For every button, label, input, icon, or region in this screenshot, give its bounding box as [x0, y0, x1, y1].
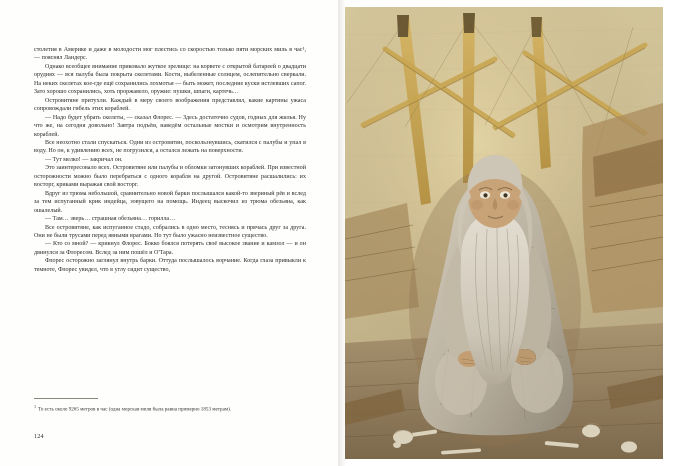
footnote-divider: [34, 398, 98, 399]
paragraph: [34, 164, 306, 189]
paragraph-text: Однако всеобщее внимание приковало жуткое зрелище: на корвете с открытой батареей о двадцати орудиях — вся палуба была покрыта скелетами. Кости, выбеленные солнцем, ослепительно сверкали. На неких скелетах кое-где ещё сохранились лохмотья — быть может, последние куски истлевших сапог. Зато хорошо сохранились, хоть проржавело, оружие: пушки, шпаги, картечь…: [34, 63, 307, 96]
footnote-block: [34, 398, 306, 414]
paragraph: [34, 257, 306, 274]
paragraph: [34, 240, 306, 257]
paragraph-text: Это заинтересовало всех. Островитяне или палубы и обломки затонувших кораблей. При известной осторожности можно было перебраться с одного корабля на другой. Островитяне расшалились: их восторг, криками выражая свой восторг.: [34, 165, 306, 189]
body-text: [34, 46, 306, 274]
paragraph-text: Островитяне притухли. Каждый в меру своего воображения представлял, какие картины ужаса сопровождали гибель этих кораблей.: [34, 97, 306, 113]
paragraph-text: — Там… зверь… страшная обезьяна… горилла…: [45, 216, 176, 223]
illustration-old-man-and-ships: [345, 7, 663, 459]
paragraph-text: — Тут мелко! — закричал он.: [45, 156, 123, 163]
paragraph-text: столетия в Америке и даже в молодости мог плестись со скоростью только пяти морских миль в час¹, — пояснял Ландерс.: [34, 47, 306, 62]
paragraph: [34, 190, 306, 215]
right-illustration-page: [340, 0, 680, 466]
paragraph-text: — Надо будет убрать скелеты, — сказал Флорес. — Здесь достаточно судов, годных для жилья. Ну что же, на сегодня довольно! Завтра подъём, наведём остальные мостки и осмотрим внутренность кораблей.: [34, 114, 306, 138]
footnote-marker: 1: [34, 404, 37, 410]
paragraph-text: Вдруг из трюма небольшой, сравнительно новой барки послышался какой-то звериный рёв и вслед за тем испуганный крик индейца, зовущего на помощь. Индеец выскочил из трюма обезьяна, как ошалелый.: [34, 190, 306, 214]
paragraph: [34, 156, 306, 164]
footnote-text: То есть около 9265 метров в час (одна морская миля была равна примерно 1853 метрам).: [38, 406, 232, 413]
page-number: 124: [34, 433, 44, 440]
paragraph-text: Все неохотно стали спускаться. Одни из островитян, поскользнувшись, скатился с палубы и упал в воду. Но он, к удивлению всех, не погрузился, а остался лежать на поверхности.: [34, 139, 306, 155]
paragraph: [34, 63, 306, 97]
paragraph: [34, 215, 306, 223]
illustration-canvas: [345, 7, 663, 459]
paragraph: [34, 224, 306, 241]
paragraph-text: — Кто со мной? — крикнул Флорес. Бокко боялся потерять своё высокое звание и камзол — и он двинулся за Флоресом. Вслед за ним пошёл и О'Тара.: [34, 241, 306, 256]
footnote: [34, 403, 306, 414]
paragraph-text: Все островитяне, как испуганное стадо, собрались в одно место, теснясь и прячась друг за друга. Они не были трусами перед явными врагами. Но тут было ужасно неизвестное существо.: [34, 224, 306, 239]
paragraph: [34, 114, 306, 139]
paragraph: [34, 97, 306, 114]
paragraph-text: Флорес осторожно заглянул внутрь барки. Оттуда послышалось ворчание. Когда глаза привыкли к темноте, Флорес увидел, что в углу сидит существо,: [34, 258, 306, 273]
paragraph: [34, 139, 306, 156]
paragraph: [34, 46, 306, 63]
